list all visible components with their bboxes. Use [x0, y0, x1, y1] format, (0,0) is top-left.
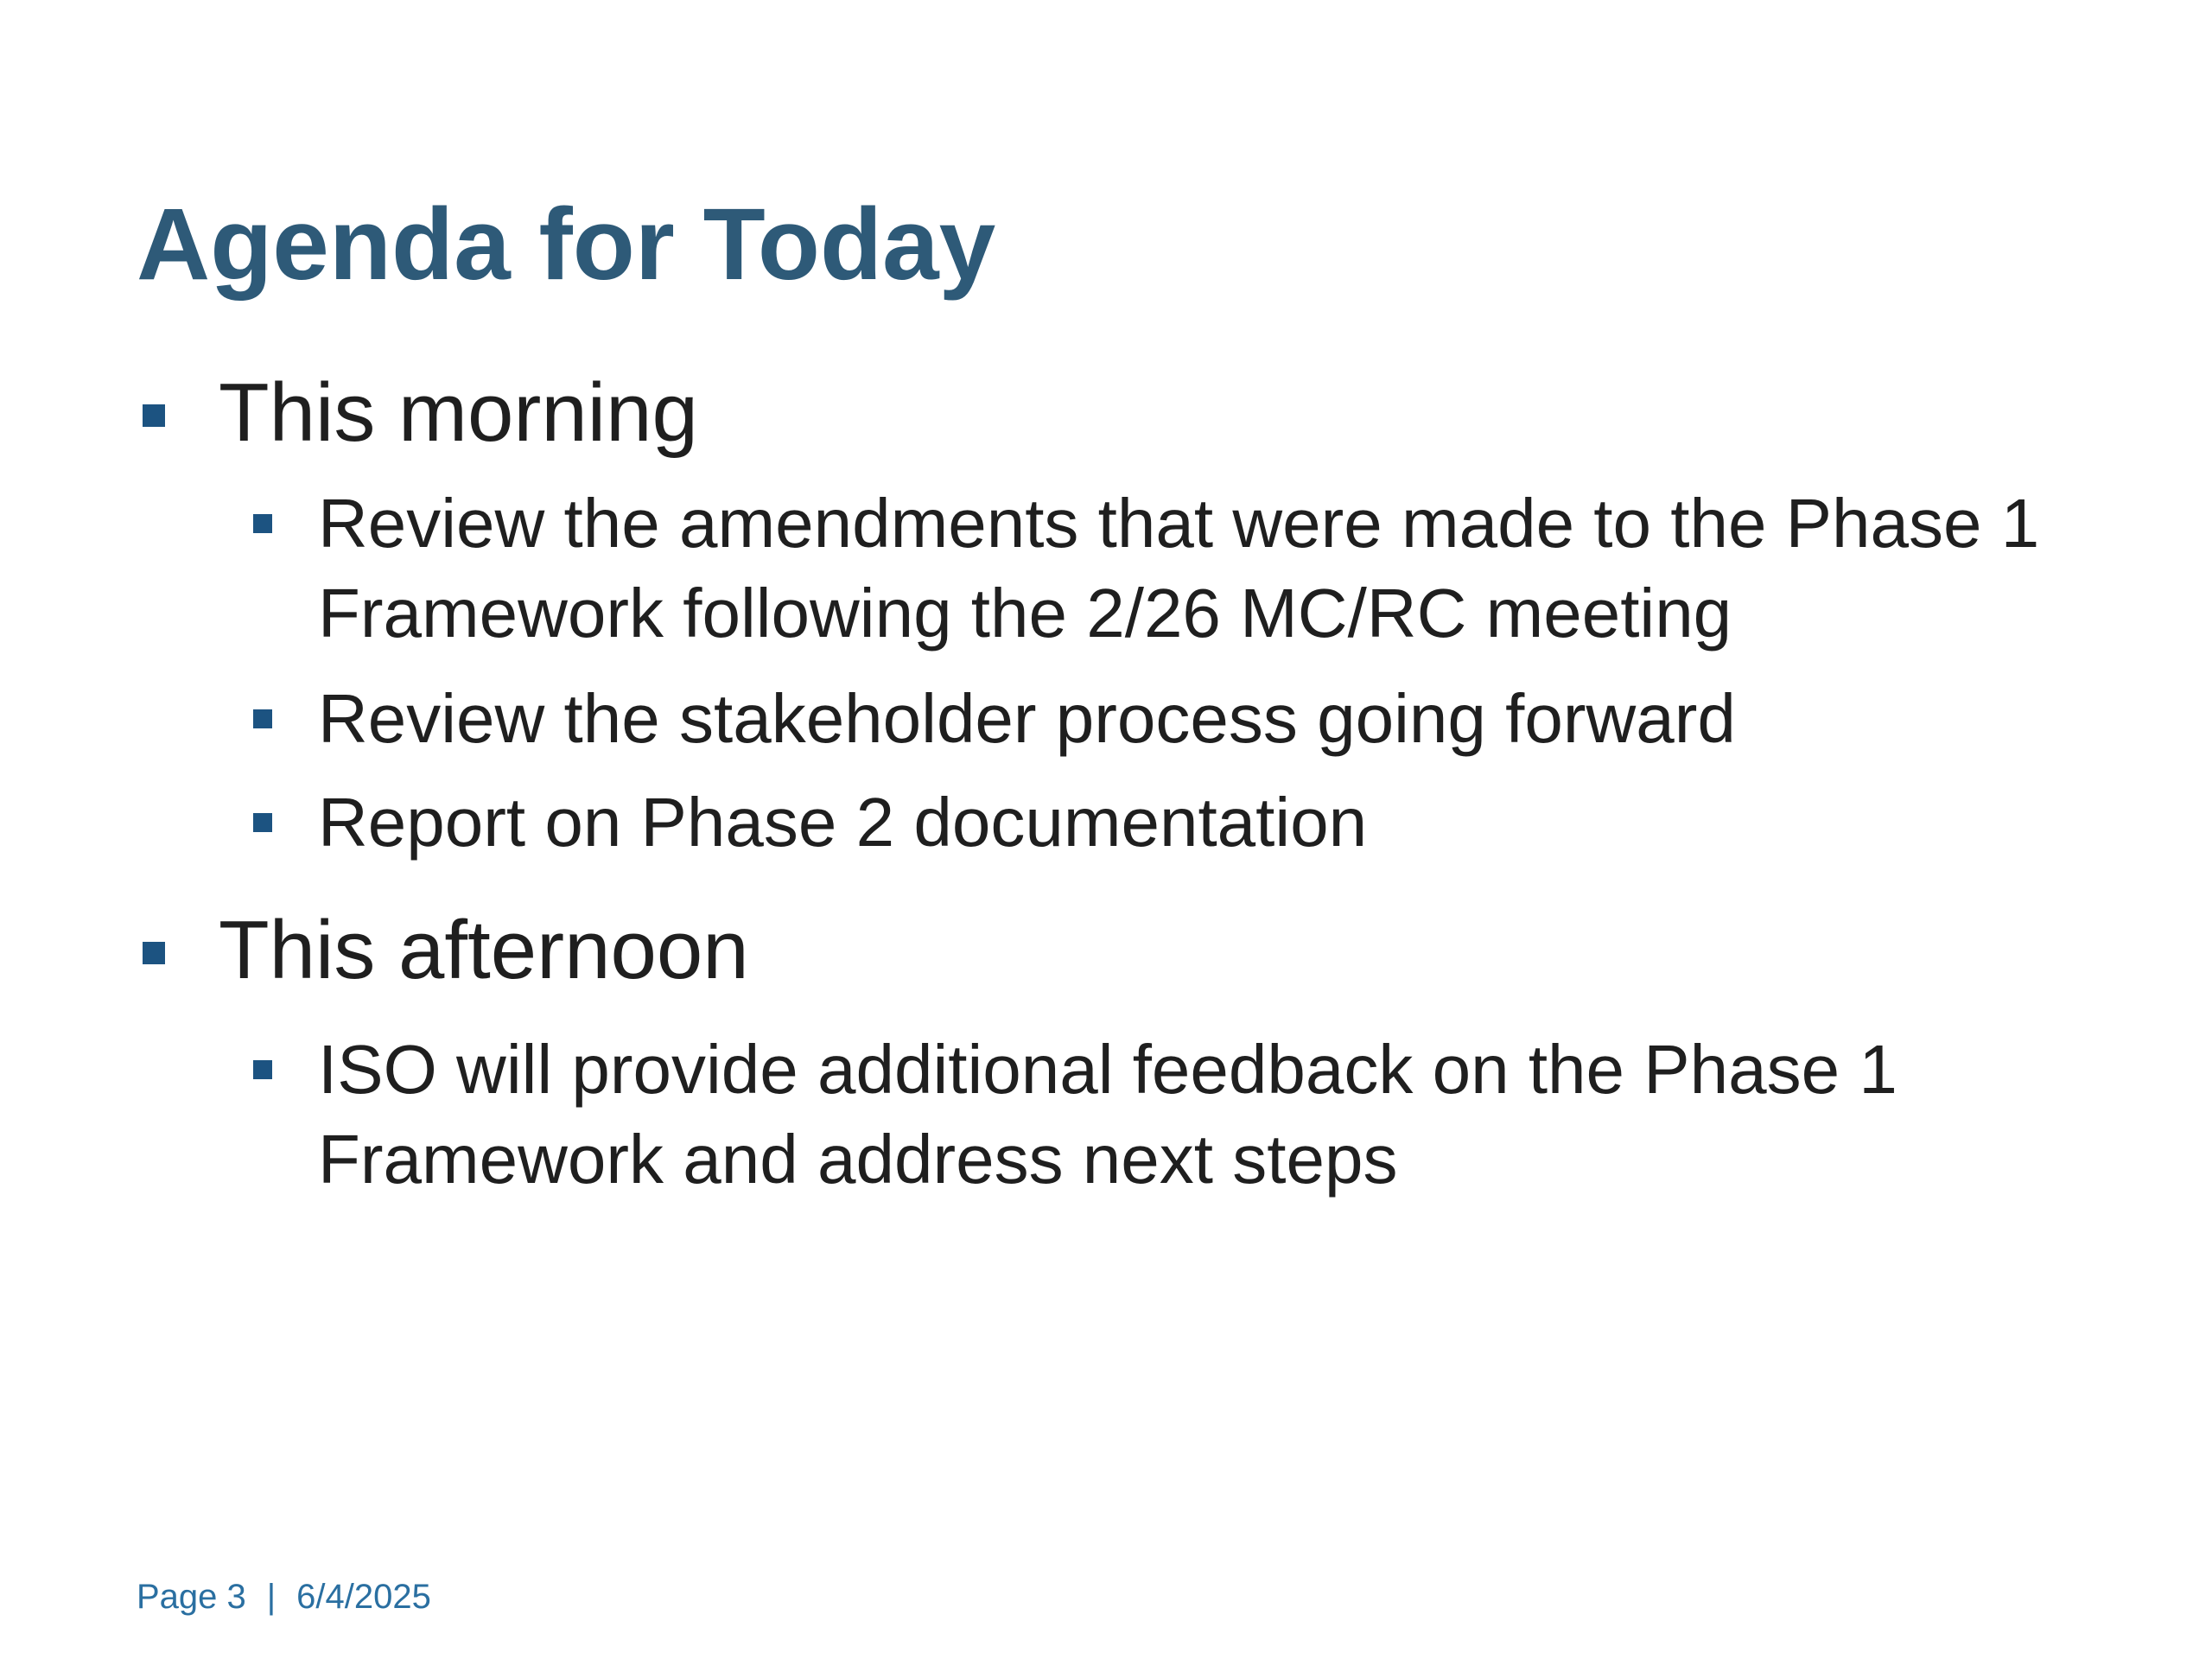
square-bullet-icon [143, 404, 165, 427]
square-bullet-icon [253, 514, 272, 533]
agenda-item [137, 674, 2089, 764]
slide-footer [137, 1575, 431, 1618]
agenda-item-text: Report on Phase 2 documentation [318, 784, 1368, 861]
footer-date: 6/4/2025 [296, 1578, 431, 1616]
agenda-section-morning [137, 363, 2089, 463]
section-label: This morning [219, 366, 698, 459]
agenda-item [137, 1025, 2089, 1205]
page-number: Page 3 [137, 1578, 246, 1616]
square-bullet-icon [143, 942, 165, 964]
slide-title: Agenda for Today [137, 188, 996, 302]
agenda-section-afternoon [137, 900, 2089, 1001]
agenda-item [137, 479, 2089, 658]
square-bullet-icon [253, 1060, 272, 1079]
square-bullet-icon [253, 813, 272, 832]
agenda-item-text: Review the amendments that were made to the Phase 1 Framework following the 2/26 MC/RC meeting [318, 485, 2040, 652]
agenda-item [137, 778, 2089, 868]
agenda-item-text: ISO will provide additional feedback on the Phase 1 Framework and address next steps [318, 1031, 1897, 1198]
agenda-list [137, 363, 2089, 1205]
agenda-item-text: Review the stakeholder process going forward [318, 680, 1736, 757]
section-label: This afternoon [219, 904, 749, 996]
footer-separator: | [266, 1578, 276, 1616]
square-bullet-icon [253, 709, 272, 728]
